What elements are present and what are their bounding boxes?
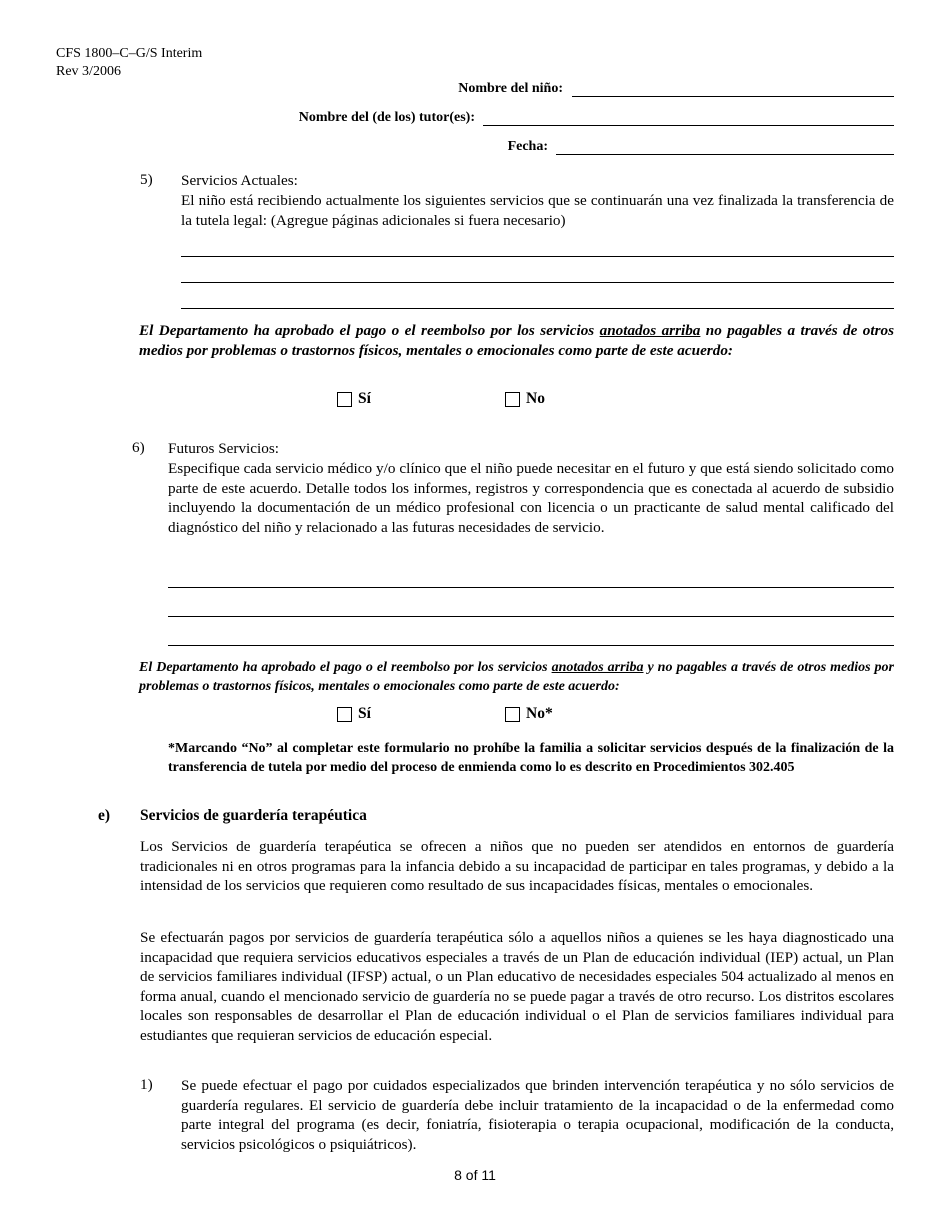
child-name-label: Nombre del niño: <box>458 81 563 96</box>
section5-number: 5) <box>140 171 153 188</box>
section5-yes-label: Sí <box>358 390 371 407</box>
page-number: 8 of 11 <box>454 1167 496 1183</box>
section5-answer-line[interactable] <box>181 282 894 283</box>
date-label: Fecha: <box>507 139 548 154</box>
checkbox-icon[interactable] <box>337 392 352 407</box>
checkbox-icon[interactable] <box>505 707 520 722</box>
section5-answer-line[interactable] <box>181 256 894 257</box>
section-e-item1: Se puede efectuar el pago por cuidados especializados que brinden intervención terapéutica y no sólo servicios de guardería regulares. El servicio de guardería debe incluir tratamiento de la incapacidad o de la enfermedad como parte integral del programa (es decir, foniatría, fisioterapia o terapia ocupacional, modificación de la conducta, servicios psicológicos o psiquiátricos). <box>181 1077 894 1153</box>
section6-yes-label: Sí <box>358 705 371 722</box>
section6-answer-line[interactable] <box>168 616 894 617</box>
section6-yes-option[interactable] <box>337 705 371 723</box>
section-e-paragraph-2: Se efectuarán pagos por servicios de guardería terapéutica sólo a aquellos niños a quienes se les haya diagnosticado una incapacidad que requiera servicios educativos especiales a través de un Plan de educación individual (IEP) actual, un Plan de servicios familiares individual (IFSP) actual, o un Plan educativo de necesidades especiales 504 actualizado al menos en forma anual, cuando el mencionado servicio de guardería no se puede pagar a través de otro recurso. Los distritos escolares locales son responsables de desarrollar el Plan de educación individual o el Plan de servicios familiares individual para estudiantes que requieran servicios de educación especial. <box>140 929 894 1044</box>
form-id: CFS 1800–C–G/S Interim <box>56 46 203 61</box>
section-e-letter: e) <box>98 807 111 824</box>
guardian-name-label: Nombre del (de los) tutor(es): <box>298 110 475 125</box>
section-e-title: Servicios de guardería terapéutica <box>140 807 367 824</box>
section5-no-label: No <box>526 390 545 407</box>
checkbox-icon[interactable] <box>505 392 520 407</box>
checkbox-icon[interactable] <box>337 707 352 722</box>
section5-approval-post: no pagables a través de otros medios por problemas o trastornos físicos, mentales o emocionales como parte de este acuerdo: <box>139 322 894 359</box>
section6-body: Especifique cada servicio médico y/o clínico que el niño puede necesitar en el futuro y que está siendo solicitado como parte de este acuerdo. Detalle todos los informes, registros y correspondencia que es conectada al acuerdo de subsidio incluyendo la documentación de un médico profesional con licencia o un practicante de salud mental calificado del diagnóstico del niño y relacionado a las futuras necesidades de servicio. <box>168 460 894 536</box>
section6-answer-line[interactable] <box>168 645 894 646</box>
date-field[interactable] <box>556 154 894 155</box>
section5-answer-line[interactable] <box>181 308 894 309</box>
section5-approval-pre: El Departamento ha aprobado el pago o el reembolso por los servicios <box>139 322 600 339</box>
section6-title: Futuros Servicios: <box>168 440 279 457</box>
section5-approval-underlined: anotados arriba <box>599 322 701 339</box>
section6-approval-statement <box>139 659 894 696</box>
section6-note: *Marcando “No” al completar este formulario no prohíbe la familia a solicitar servicios después de la finalización de la transferencia de tutela por medio del proceso de enmienda como lo es descrito en Procedimientos 302.405 <box>168 741 894 775</box>
section6-answer-line[interactable] <box>168 587 894 588</box>
guardian-name-field[interactable] <box>483 125 894 126</box>
section6-approval-post: y no pagables a través de otros medios por problemas o trastornos físicos, mentales o emocionales como parte de este acuerdo: <box>139 660 894 694</box>
section5-body: El niño está recibiendo actualmente los siguientes servicios que se continuarán una vez finalizada la transferencia de la tutela legal: (Agregue páginas adicionales si fuera necesario) <box>181 192 894 229</box>
section6-number: 6) <box>132 439 145 456</box>
form-revision: Rev 3/2006 <box>56 64 121 79</box>
section6-no-option[interactable] <box>505 705 553 723</box>
section5-approval-statement <box>139 321 894 360</box>
section5-yes-option[interactable] <box>337 390 371 408</box>
section6-no-label: No* <box>526 705 553 722</box>
section6-approval-pre: El Departamento ha aprobado el pago o el reembolso por los servicios <box>139 660 552 675</box>
section5-no-option[interactable] <box>505 390 545 408</box>
section5-title: Servicios Actuales: <box>181 172 298 189</box>
child-name-field[interactable] <box>572 96 894 97</box>
section6-approval-underlined: anotados arriba <box>551 660 644 675</box>
section-e-paragraph-1: Los Servicios de guardería terapéutica se ofrecen a niños que no pueden ser atendidos en entornos de guardería tradicionales ni en otros programas para la infancia debido a su incapacidad de participar en tales programas, y debido a la intensidad de los servicios que requieren como resultado de sus incapacidades físicas, mentales o emocionales. <box>140 838 894 895</box>
section-e-item1-number: 1) <box>140 1076 153 1093</box>
